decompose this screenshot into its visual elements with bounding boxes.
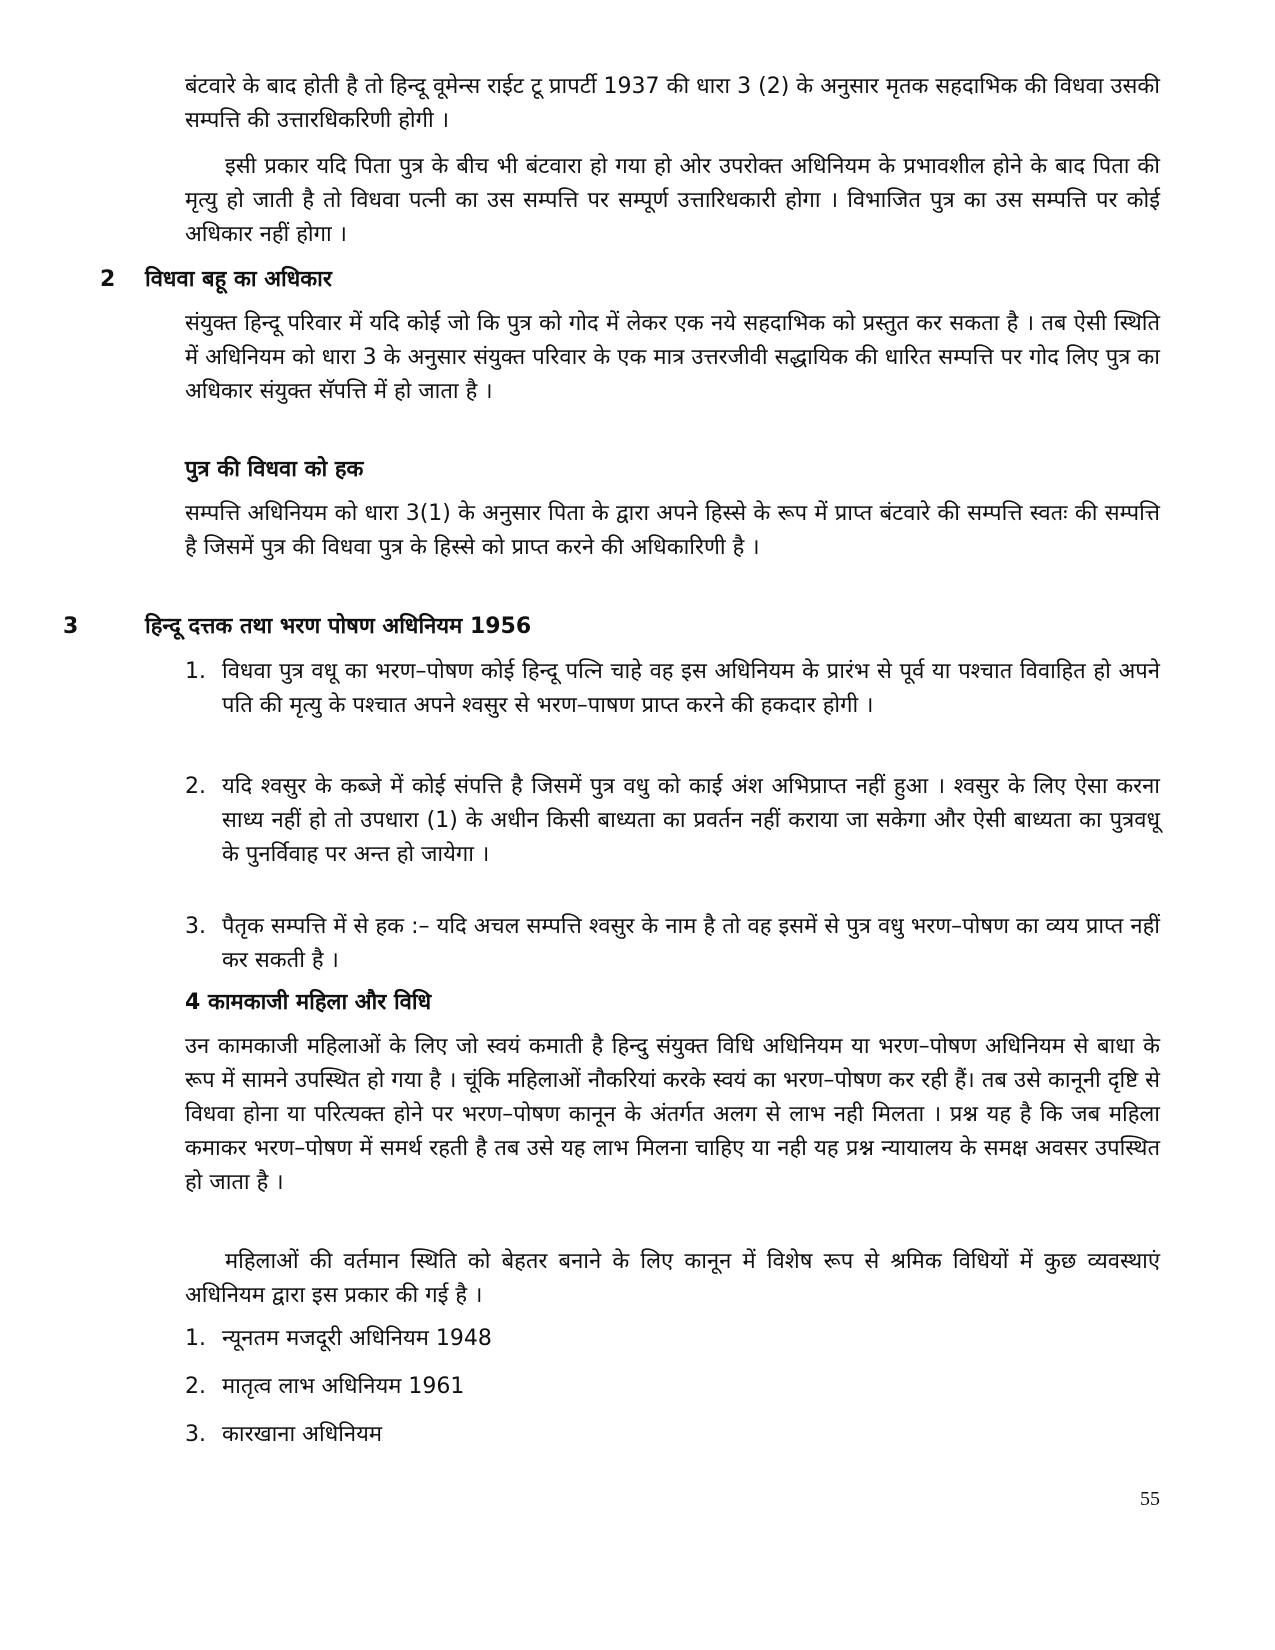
list-item	[185, 1370, 1160, 1404]
list-item-number: 1.	[185, 1326, 206, 1351]
list-item	[185, 770, 1160, 872]
list-item-number: 3.	[185, 914, 206, 939]
section-heading-widow-daughter-in-law: विधवा बहू का अधिकार	[145, 267, 332, 292]
paragraph-continuation: बंटवारे के बाद होती है तो हिन्दू वूमेन्स राईट टू प्रापर्टी 1937 की धारा 3 (2) के अनुसार मृतक सहदाभिक की विधवा उसकी सम्पत्ति की उत्तारधिकरिणी होगी ।	[185, 74, 1160, 133]
paragraph-father-son-partition: इसी प्रकार यदि पिता पुत्र के बीच भी बंटवारा हो गया हो ओर उपरोक्त अधिनियम के प्रभावशील होने के बाद पिता की मृत्यु हो जाती है तो विधवा पत्नी का उस सम्पत्ति पर सम्पूर्ण उत्तारिधकारी होगा । विभाजित पुत्र का उस सम्पत्ति पर कोई अधिकार नहीं होगा ।	[185, 154, 1160, 247]
list-item-number: 2.	[185, 1374, 206, 1399]
section-heading-working-women: 4 कामकाजी महिला और विधि	[185, 990, 432, 1015]
page-number: 55	[1140, 1488, 1160, 1510]
subheading-son-widow-right: पुत्र की विधवा को हक	[185, 457, 364, 482]
section-number-2: 2	[100, 267, 116, 292]
section-heading-adoption-maintenance-act: हिन्दू दत्तक तथा भरण पोषण अधिनियम 1956	[145, 614, 532, 639]
list-item-text: मातृत्व लाभ अधिनियम 1961	[222, 1374, 465, 1399]
list-item-text: विधवा पुत्र वधू का भरण–पोषण कोई हिन्दू पत्नि चाहे वह इस अधिनियम के प्रारंभ से पूर्व या पश्चात विवाहित हो अपने पति की मृत्यु के पश्चात अपने श्वसुर से भरण–पाषण प्राप्त करने की हकदार होगी ।	[222, 659, 1160, 718]
list-item-number: 3.	[185, 1422, 206, 1447]
paragraph-joint-family: संयुक्त हिन्दू परिवार में यदि कोई जो कि पुत्र को गोद में लेकर एक नये सहदाभिक को प्रस्तुत कर सकता है । तब ऐसी स्थिति में अधिनियम को धारा 3 के अनुसार संयुक्त परिवार के एक मात्र उत्तरजीवी सद्धायिक की धारित सम्पत्ति पर गोद लिए पुत्र का अधिकार संयुक्त सॅपत्ति में हो जाता है ।	[185, 311, 1160, 404]
list-item-text: कारखाना अधिनियम	[222, 1422, 383, 1447]
list-item	[185, 1322, 1160, 1356]
paragraph-property-act: सम्पत्ति अधिनियम को धारा 3(1) के अनुसार पिता के द्वारा अपने हिस्से के रूप में प्राप्त बंटवारे की सम्पत्ति स्वतः की सम्पत्ति है जिसमें पुत्र की विधवा पुत्र के हिस्से को प्राप्त करने की अधिकारिणी है ।	[185, 501, 1160, 560]
list-item	[185, 655, 1160, 723]
list-item-number: 2.	[185, 774, 206, 799]
list-item-text: पैतृक सम्पत्ति में से हक :– यदि अचल सम्पत्ति श्वसुर के नाम है तो वह इसमें से पुत्र वधु भरण–पोषण का व्यय प्राप्त नहीं कर सकती है ।	[222, 914, 1160, 973]
paragraph-working-women: उन कामकाजी महिलाओं के लिए जो स्वयं कमाती है हिन्दु संयुक्त विधि अधिनियम या भरण–पोषण अधिनियम से बाधा के रूप में सामने उपस्थित हो गया है । चूंकि महिलाओं नौकरियां करके स्वयं का भरण–पोषण कर रही हैं। तब उसे कानूनी दृष्टि से विधवा होना या परित्यक्त होने पर भरण–पोषण कानून के अंतर्गत अलग से लाभ नही मिलता । प्रश्न यह है कि जब महिला कमाकर भरण–पोषण में समर्थ रहती है तब उसे यह लाभ मिलना चाहिए या नही यह प्रश्न न्यायालय के समक्ष अवसर उपस्थित हो जाता है ।	[185, 1034, 1160, 1195]
list-item-text: यदि श्वसुर के कब्जे में कोई संपत्ति है जिसमें पुत्र वधु को काई अंश अभिप्राप्त नहीं हुआ । श्वसुर के लिए ऐसा करना साध्य नहीं हो तो उपधारा (1) के अधीन किसी बाध्यता का प्रवर्तन नहीं कराया जा सकेगा और ऐसी बाध्यता का पुत्रवधू के पुनर्विवाह पर अन्त हो जायेगा ।	[222, 774, 1160, 867]
list-item-text: न्यूनतम मजदूरी अधिनियम 1948	[222, 1326, 492, 1351]
section-number-3: 3	[63, 614, 79, 639]
list-item-number: 1.	[185, 659, 206, 684]
list-item	[185, 1418, 1160, 1452]
list-item	[185, 910, 1160, 978]
paragraph-labour-laws: महिलाओं की वर्तमान स्थिति को बेहतर बनाने के लिए कानून में विशेष रूप से श्रमिक विधियों में कुछ व्यवस्थाएं अधिनियम द्वारा इस प्रकार की गई है ।	[185, 1249, 1160, 1308]
